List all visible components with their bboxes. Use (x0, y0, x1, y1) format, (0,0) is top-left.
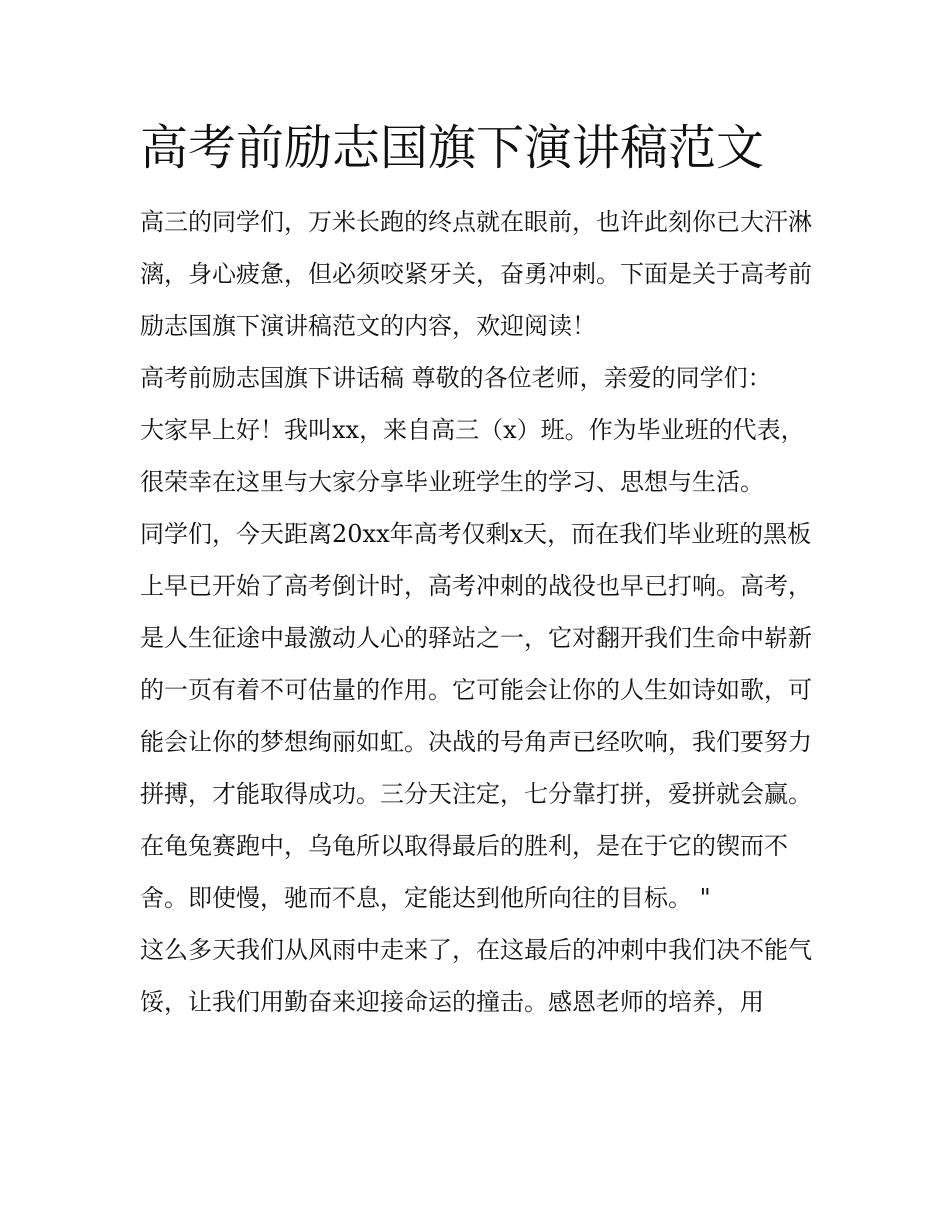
paragraph-main: 同学们，今天距离20xx年高考仅剩x天，而在我们毕业班的黑板上早已开始了高考倒计时，高考冲刺的战役也早已打响。高考，是人生征途中最激动人心的驿站之一，它对翻开我们生命中崭新的一页有着不可估量的作用。它可能会让你的人生如诗如歌，可能会让你的梦想绚丽如虹。决战的号角声已经吹响，我们要努力拼搏，才能取得成功。三分天注定，七分靠打拼，爱拼就会赢。在龟兔赛跑中，乌龟所以取得最后的胜利，是在于它的锲而不舍。即使慢，驰而不息，定能达到他所向往的目标。 " (140, 520, 812, 912)
paragraph-salutation: 高考前励志国旗下讲话稿 尊敬的各位老师，亲爱的同学们： (140, 364, 772, 392)
document-title: 高考前励志国旗下演讲稿范文 (140, 120, 765, 176)
paragraph-closing: 这么多天我们从风雨中走来了，在这最后的冲刺中我们决不能气馁，让我们用勤奋来迎接命运的撞击。感恩老师的培养，用 (140, 936, 812, 1016)
paragraph-greeting: 大家早上好！我叫xx，来自高三（x）班。作为毕业班的代表，很荣幸在这里与大家分享毕业班学生的学习、思想与生活。 (140, 416, 805, 496)
paragraph-intro: 高三的同学们，万米长跑的终点就在眼前，也许此刻你已大汗淋漓，身心疲惫，但必须咬紧牙关，奋勇冲刺。下面是关于高考前励志国旗下演讲稿范文的内容，欢迎阅读！ (140, 208, 812, 340)
document-body (140, 196, 812, 1028)
